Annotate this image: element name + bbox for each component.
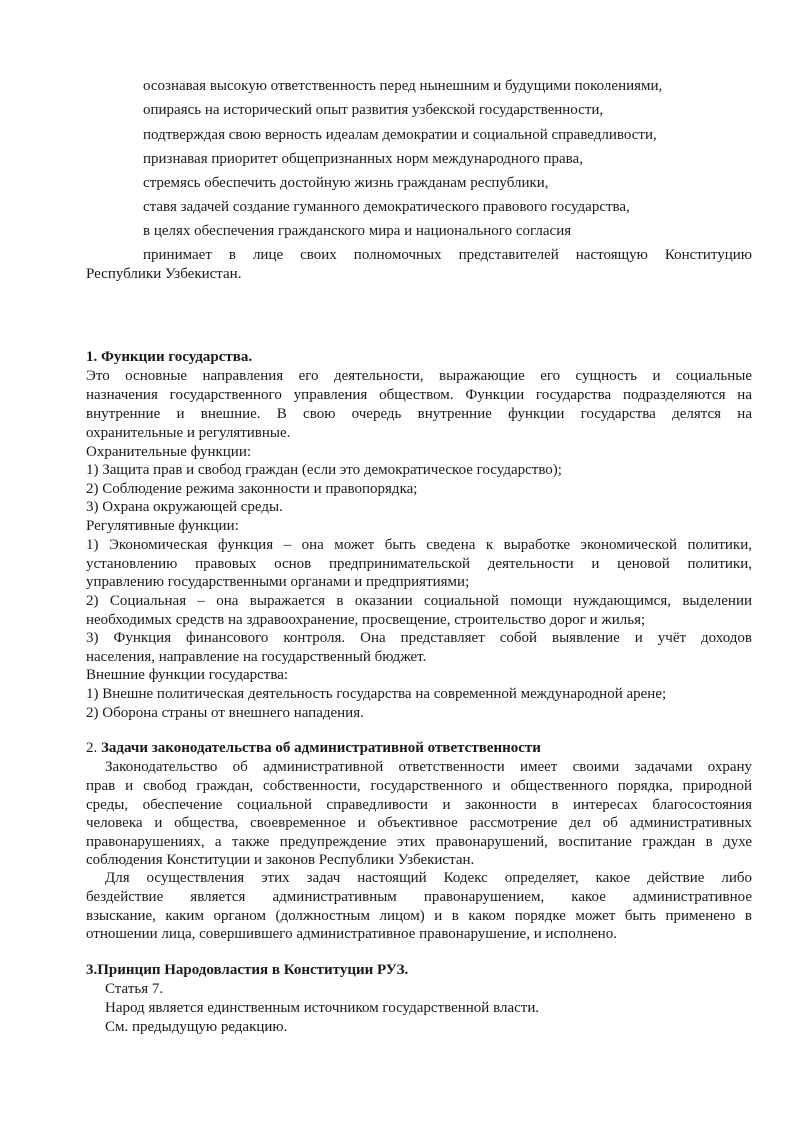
preamble-line: подтверждая свою верность идеалам демократии и социальной справедливости, [143,127,657,143]
section2-para2-line: Для осуществления этих задач настоящий Кодекс определяет, какое действие либо [105,870,752,886]
section2-number: 2. [86,740,98,756]
section3-heading: 3.Принцип Народовластия в Конституции РУЗ. [86,962,409,978]
regulatory-line: населения, направление на государственный бюджет. [86,649,427,665]
external-title: Внешние функции государства: [86,667,289,683]
section3-line: Статья 7. [105,981,164,997]
preamble-line: ставя задачей создание гуманного демократического правового государства, [143,199,630,215]
section3-line: См. предыдущую редакцию. [105,1019,288,1035]
section1-heading: 1. Функции государства. [86,349,253,365]
section2-para2-line: отношении лица, совершившего административное правонарушение, и исполнено. [86,926,617,942]
regulatory-line: 2) Социальная – она выражается в оказании социальной помощи нуждающимся, выделении [86,593,752,609]
regulatory-line: 1) Экономическая функция – она может быть сведена к выработке экономической политики, [86,537,752,553]
section2-heading [86,739,752,758]
section2-para1-line: правонарушениях, а также предупреждение этих правонарушений, воспитание граждан в духе [86,834,752,850]
preamble-line: в целях обеспечения гражданского мира и национального согласия [143,223,572,239]
preamble-final-line: принимает в лице своих полномочных представителей настоящую Конституцию [143,247,752,263]
external-item: 1) Внешне политическая деятельность государства на современной международной арене; [86,686,667,702]
regulatory-line: 3) Функция финансового контроля. Она представляет собой выявление и учёт доходов [86,630,752,646]
external-item: 2) Оборона страны от внешнего нападения. [86,705,364,721]
section2-para2-line: взыскание, каким органом (должностным лицом) и в каком порядке может быть применено в [86,908,752,924]
section1-intro-line: назначения государственного управления обществом. Функции государства подразделяются на [86,387,752,403]
preamble-line: признавая приоритет общепризнанных норм международного права, [143,151,583,167]
section2-para1-line: прав и свобод граждан, собственности, государственного и общественного порядка, природной [86,778,752,794]
section2-para1-line: соблюдения Конституции и законов Республики Узбекистан. [86,852,475,868]
preamble-line: стремясь обеспечить достойную жизнь гражданам республики, [143,175,549,191]
section1-intro-line: Это основные направления его деятельности, выражающие его сущность и социальные [86,368,752,384]
protective-item: 1) Защита прав и свобод граждан (если это демократическое государство); [86,462,562,478]
section3-line: Народ является единственным источником государственной власти. [105,1000,540,1016]
regulatory-line: установлению правовых основ предпринимательской деятельности и ценовой политики, [86,556,752,572]
section2-para1-line: Законодательство об административной ответственности имеет своими задачами охрану [105,759,752,775]
preamble-line: опираясь на исторический опыт развития узбекской государственности, [143,102,604,118]
regulatory-line: необходимых средств на здравоохранение, просвещение, строительство дорог и жилья; [86,612,646,628]
protective-item: 3) Охрана окружающей среды. [86,499,283,515]
protective-title: Охранительные функции: [86,444,252,460]
section2-para1-line: среды, обеспечение социальной справедливости и законности в интересах благосостояния [86,797,752,813]
protective-item: 2) Соблюдение режима законности и правопорядка; [86,481,418,497]
section2-title: Задачи законодательства об административной ответственности [101,740,541,756]
section2-para2-line: бездействие является административным правонарушением, какое административное [86,889,752,905]
section1-intro-line: внутренние и внешние. В свою очередь внутренние функции государства делятся на [86,406,752,422]
regulatory-title: Регулятивные функции: [86,518,239,534]
regulatory-line: управлению государственными органами и предприятиями; [86,574,470,590]
preamble-line: осознавая высокую ответственность перед нынешним и будущими поколениями, [143,78,663,94]
section1-intro-line: охранительные и регулятивные. [86,425,291,441]
preamble-final-line: Республики Узбекистан. [86,266,242,282]
section2-para1-line: человека и общества, своевременное и объективное рассмотрение дел об административных [86,815,752,831]
